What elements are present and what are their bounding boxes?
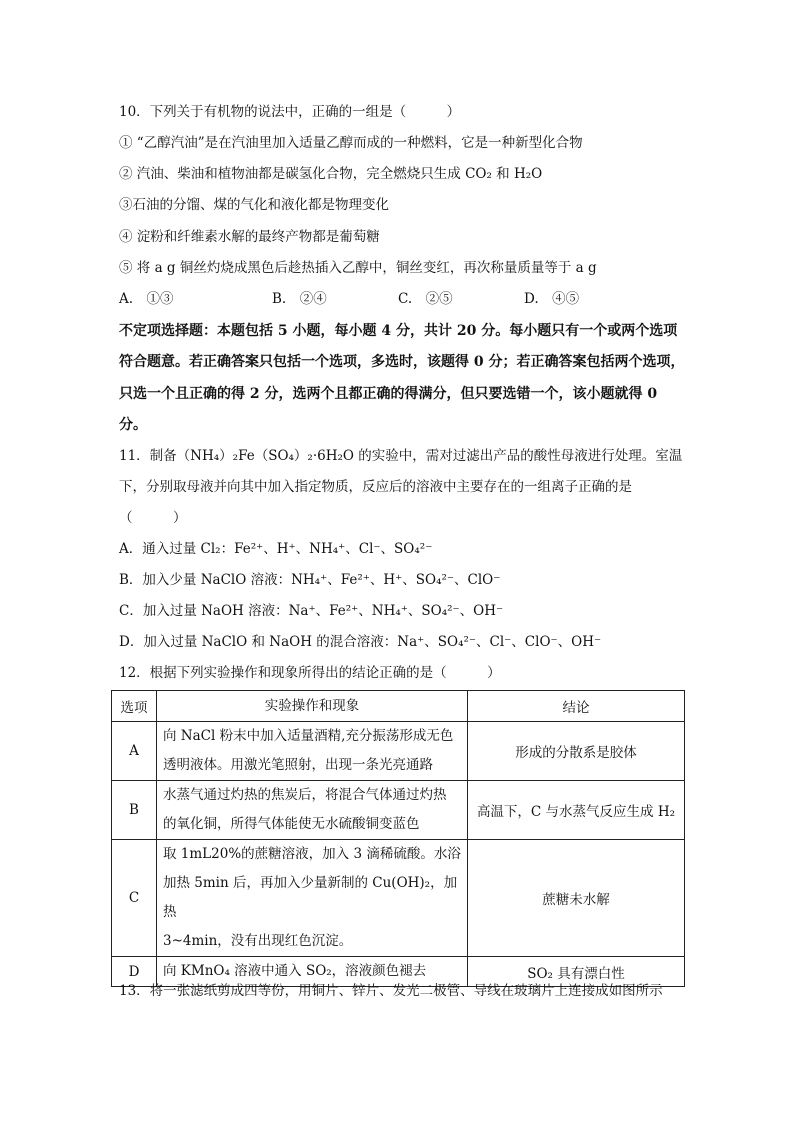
q12-stem: 12．根据下列实验操作和现象所得出的结论正确的是（ ） <box>119 665 501 681</box>
row-b-conclusion: 高温下，C 与水蒸气反应生成 H₂ <box>468 781 685 840</box>
row-c-operation-line: 取 1mL20%的蔗糖溶液，加入 3 滴稀硫酸。水浴 <box>163 846 461 862</box>
row-a-option: A <box>112 722 157 781</box>
q11-stem-line-2: 下，分别取母液并向其中加入指定物质，反应后的溶液中主要存在的一组离子正确的是 <box>119 479 632 495</box>
row-d-operation-line: 向 KMnO₄ 溶液中通入 SO₂，溶液颜色褪去 <box>163 963 427 979</box>
q10-item-3: ③石油的分馏、煤的气化和液化都是物理变化 <box>119 197 389 213</box>
q11-stem-line-3: （ ） <box>119 510 187 526</box>
q10-item-1: ① “乙醇汽油”是在汽油里加入适量乙醇而成的一种燃料，它是一种新型化合物 <box>119 135 583 151</box>
table-row <box>112 781 685 840</box>
section-instruction-line-4: 分。 <box>119 417 147 433</box>
header-conclusion: 结论 <box>468 691 685 722</box>
row-d-option: D <box>112 957 157 987</box>
section-instruction-line-2: 符合题意。若正确答案只包括一个选项，多选时，该题得 0 分；若正确答案包括两个选项， <box>119 354 685 370</box>
q11-option-c: C．加入过量 NaOH 溶液：Na⁺、Fe²⁺、NH₄⁺、SO₄²⁻、OH⁻ <box>119 603 504 619</box>
row-a-operation <box>157 722 468 781</box>
row-c-operation-line: 3~4min，没有出现红色沉淀。 <box>163 933 353 949</box>
q11-stem-line-1: 11．制备（NH₄）₂Fe（SO₄）₂·6H₂O 的实验中，需对过滤出产品的酸性母液进行处理。室温 <box>119 448 683 464</box>
row-a-operation-line: 向 NaCl 粉末中加入适量酒精,充分振荡形成无色 <box>163 728 454 744</box>
row-d-conclusion: SO₂ 具有漂白性 <box>468 957 685 987</box>
q13-stem: 13．将一张滤纸剪成四等份，用铜片、锌片、发光二极管、导线在玻璃片上连接成如图所示 <box>119 983 663 999</box>
table-row <box>112 722 685 781</box>
q10-stem: 10．下列关于有机物的说法中，正确的一组是（ ） <box>119 104 461 120</box>
row-b-option: B <box>112 781 157 840</box>
row-a-operation-line: 透明液体。用激光笔照射，出现一条光亮通路 <box>163 757 433 773</box>
table-header-row <box>112 691 685 722</box>
table-row <box>112 840 685 957</box>
header-option: 选项 <box>112 691 157 722</box>
q10-option-b: B. ②④ <box>272 291 327 307</box>
row-b-operation-line: 的氧化铜，所得气体能使无水硫酸铜变蓝色 <box>163 816 420 832</box>
experiment-table <box>111 690 685 987</box>
q11-option-a: A．通入过量 Cl₂：Fe²⁺、H⁺、NH₄⁺、Cl⁻、SO₄²⁻ <box>119 541 433 557</box>
row-b-operation-line: 水蒸气通过灼热的焦炭后，将混合气体通过灼热 <box>163 787 447 803</box>
row-c-option: C <box>112 840 157 957</box>
q10-option-a: A. ①③ <box>119 291 174 307</box>
row-c-conclusion: 蔗糖未水解 <box>468 840 685 957</box>
section-instruction-line-1: 不定项选择题：本题包括 5 小题，每小题 4 分，共计 20 分。每小题只有一个或两个选项 <box>119 323 678 339</box>
q10-item-4: ④ 淀粉和纤维素水解的最终产物都是葡萄糖 <box>119 229 380 245</box>
row-b-operation <box>157 781 468 840</box>
q10-option-c: C. ②⑤ <box>398 291 453 307</box>
row-c-operation <box>157 840 468 957</box>
q10-item-5: ⑤ 将 a g 铜丝灼烧成黑色后趁热插入乙醇中，铜丝变红，再次称量质量等于 a g <box>119 260 597 276</box>
header-operation: 实验操作和现象 <box>157 691 468 722</box>
row-c-operation-line: 加热 5min 后，再加入少量新制的 Cu(OH)₂，加热 <box>163 875 458 920</box>
q11-option-b: B．加入少量 NaClO 溶液：NH₄⁺、Fe²⁺、H⁺、SO₄²⁻、ClO⁻ <box>119 572 501 588</box>
q10-item-2: ② 汽油、柴油和植物油都是碳氢化合物，完全燃烧只生成 CO₂ 和 H₂O <box>119 166 543 182</box>
row-a-conclusion: 形成的分散系是胶体 <box>468 722 685 781</box>
section-instruction-line-3: 只选一个且正确的得 2 分，选两个且都正确的得满分，但只要选错一个，该小题就得 0 <box>119 386 658 402</box>
q11-option-d: D．加入过量 NaClO 和 NaOH 的混合溶液：Na⁺、SO₄²⁻、Cl⁻、ClO⁻、OH⁻ <box>119 634 602 650</box>
q10-option-d: D. ④⑤ <box>524 291 580 307</box>
